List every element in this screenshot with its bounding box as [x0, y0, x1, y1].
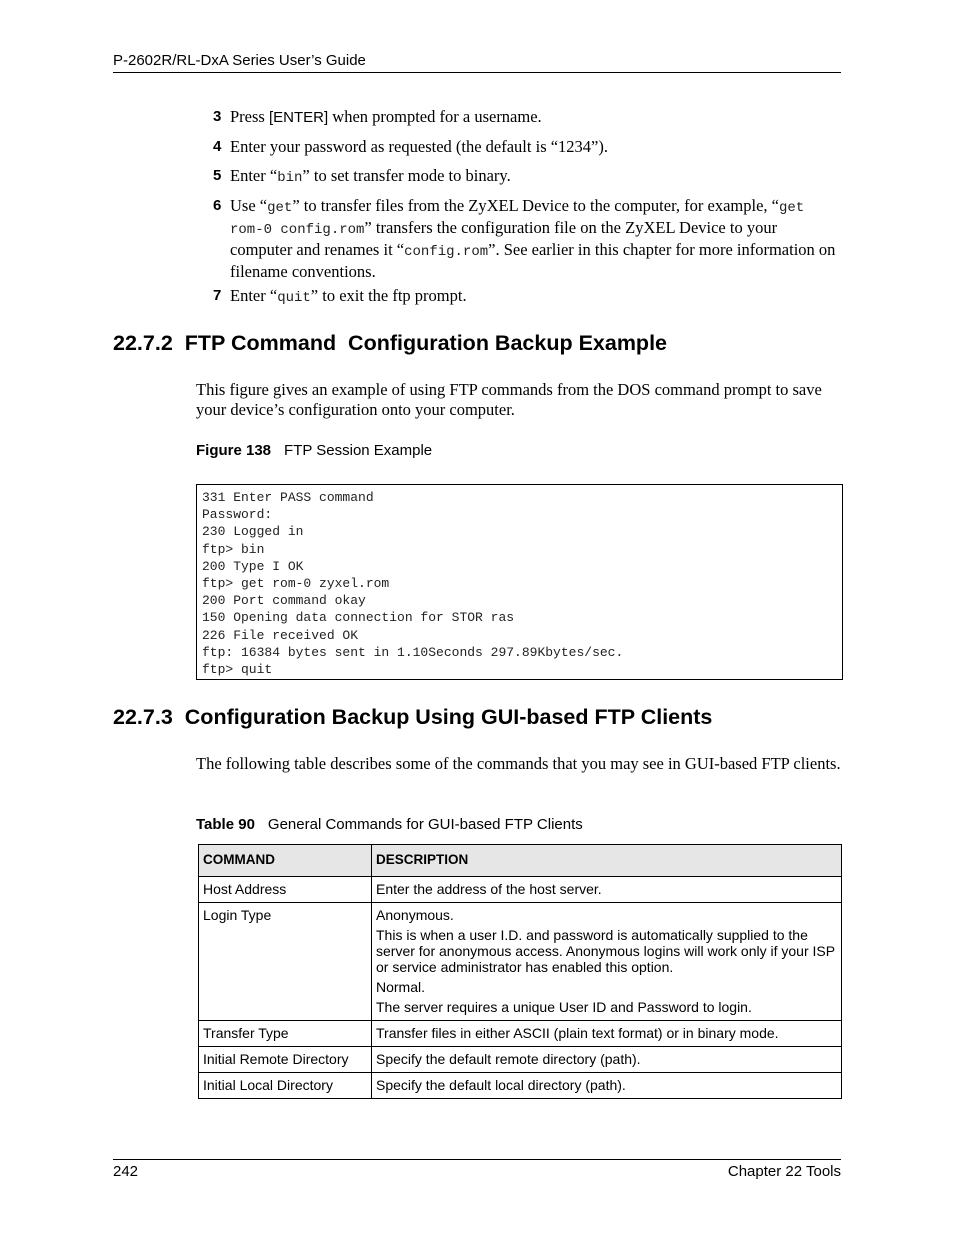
code-line: ftp> bin — [202, 541, 265, 557]
command-cell: Initial Remote Directory — [199, 1047, 372, 1073]
key-name: [ENTER] — [268, 109, 329, 126]
section-heading — [113, 705, 712, 730]
step-number: 6 — [213, 197, 222, 214]
description-cell — [372, 1021, 842, 1047]
step-text-part: Press — [230, 107, 269, 126]
chapter-label: Chapter 22 Tools — [727, 1163, 841, 1180]
inline-code: get rom-0 config.rom — [230, 200, 805, 238]
page-number: 242 — [113, 1163, 139, 1180]
step-5 — [213, 166, 843, 188]
step-text-part: Enter “ — [230, 166, 278, 185]
table-row — [199, 903, 842, 1021]
commands-table — [198, 844, 842, 1099]
guide-title: P-2602R/RL-DxA Series User’s Guide — [113, 52, 366, 69]
code-line: 200 Type I OK — [202, 558, 304, 574]
code-line: Password: — [202, 507, 273, 523]
step-text — [230, 107, 843, 128]
step-text — [230, 286, 843, 308]
description-text: Normal. — [376, 979, 426, 995]
step-text-part: ”. See earlier in this chapter for more information on filename conventions. — [230, 240, 836, 281]
description-text: Transfer files in either ASCII (plain text format) or in binary mode. — [376, 1025, 779, 1041]
code-line: ftp> quit — [202, 662, 273, 678]
step-text-part: ” transfers the configuration file on the ZyXEL Device to your computer and renames it “ — [230, 218, 778, 259]
description-text: This is when a user I.D. and password is automatically supplied to the server for anonymous access. Anonymous logins will work only if your ISP or service administrator has enabled this option. — [376, 927, 835, 975]
table-caption — [196, 816, 583, 833]
section-paragraph: This figure gives an example of using FTP commands from the DOS command prompt to save your device’s configuration onto your computer. — [196, 380, 822, 419]
step-text-part: Use “ — [230, 196, 268, 215]
command-cell: Login Type — [199, 903, 372, 1021]
step-7 — [213, 286, 843, 308]
step-text: Enter your password as requested (the default is “1234”). — [230, 137, 609, 156]
table-header-row — [199, 845, 842, 877]
page-footer — [113, 1159, 841, 1184]
section-number: 22.7.3 — [113, 705, 173, 729]
description-text: Specify the default local directory (path). — [376, 1077, 626, 1093]
step-text-part: ” to transfer files from the ZyXEL Device to the computer, for example, “ — [292, 196, 779, 215]
ftp-session-code-block — [196, 484, 843, 680]
table-label: Table 90 — [196, 816, 255, 833]
step-text-part: ” to set transfer mode to binary. — [302, 166, 511, 185]
inline-code: quit — [277, 290, 311, 306]
step-text — [230, 166, 843, 188]
command-cell: Transfer Type — [199, 1021, 372, 1047]
step-4 — [213, 137, 843, 157]
step-6 — [213, 196, 843, 282]
column-header: COMMAND — [199, 845, 372, 877]
table-row — [199, 877, 842, 903]
section-heading — [113, 331, 667, 356]
column-header: DESCRIPTION — [372, 845, 842, 877]
code-line: ftp: 16384 bytes sent in 1.10Seconds 297.89Kbytes/sec. — [202, 644, 624, 660]
figure-title: FTP Session Example — [284, 442, 433, 459]
description-text: Anonymous. — [376, 907, 454, 923]
code-line: 226 File received OK — [202, 627, 359, 643]
description-text: Enter the address of the host server. — [376, 881, 602, 897]
inline-code: bin — [277, 170, 303, 186]
section-number: 22.7.2 — [113, 331, 173, 355]
inline-code: config.rom — [404, 244, 489, 260]
table-row — [199, 1021, 842, 1047]
code-line: ftp> get rom-0 zyxel.rom — [202, 576, 390, 592]
description-cell — [372, 1047, 842, 1073]
step-text-part: ” to exit the ftp prompt. — [310, 286, 467, 305]
inline-code: get — [267, 200, 293, 216]
description-cell — [372, 903, 842, 1021]
description-text: The server requires a unique User ID and Password to login. — [376, 999, 752, 1015]
section-title: Configuration Backup Using GUI-based FTP Clients — [184, 705, 713, 729]
code-line: 150 Opening data connection for STOR ras — [202, 610, 515, 626]
step-3 — [213, 107, 843, 128]
page-header — [113, 51, 841, 73]
step-number: 7 — [213, 287, 222, 304]
description-cell — [372, 877, 842, 903]
command-cell: Initial Local Directory — [199, 1073, 372, 1099]
table-row — [199, 1047, 842, 1073]
step-number: 5 — [213, 167, 222, 184]
command-cell: Host Address — [199, 877, 372, 903]
description-text: Specify the default remote directory (path). — [376, 1051, 641, 1067]
table-row — [199, 1073, 842, 1099]
figure-label: Figure 138 — [196, 442, 272, 459]
step-text — [230, 196, 843, 282]
step-number: 3 — [213, 108, 222, 125]
table-title: General Commands for GUI-based FTP Clients — [267, 816, 583, 833]
step-text-part: Enter “ — [230, 286, 278, 305]
step-text-part: when prompted for a username. — [328, 107, 542, 126]
step-number: 4 — [213, 138, 222, 155]
code-line: 331 Enter PASS command — [202, 490, 374, 505]
section-paragraph: The following table describes some of the commands that you may see in GUI-based FTP clients. — [196, 754, 841, 773]
code-line: 200 Port command okay — [202, 593, 366, 609]
figure-caption — [196, 442, 432, 459]
description-cell — [372, 1073, 842, 1099]
code-line: 230 Logged in — [202, 524, 304, 540]
section-title: FTP Command Configuration Backup Example — [184, 331, 667, 355]
